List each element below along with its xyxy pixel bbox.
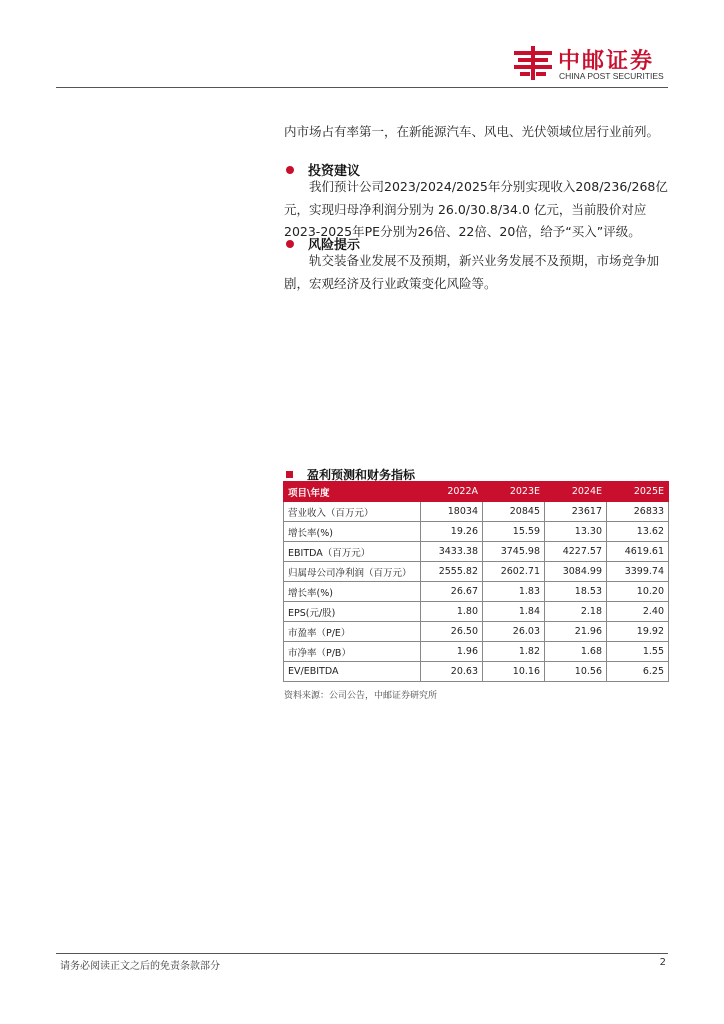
page-number: 2 [659,957,666,968]
table-cell: 1.68 [545,642,607,662]
table-row [284,622,669,642]
table-cell: 26.03 [483,622,545,642]
logo-chinese-name: 中邮证券 [558,49,655,74]
table-cell: 2.18 [545,602,607,622]
table-cell: 3084.99 [545,562,607,582]
paragraph-investment-advice: 我们预计公司2023/2024/2025年分别实现收入208/236/268亿元，实现归母净利润分别为 26.0/30.8/34.0 亿元，当前股价对应2023-2025年PE分别为26倍、22倍、20倍，给予“买入”评级。 [284,179,668,239]
row-label: EBITDA（百万元） [284,542,421,562]
table-row [284,602,669,622]
table-cell: 19.26 [421,522,483,542]
table-row [284,562,669,582]
row-label: EPS(元/股) [284,602,421,622]
table-cell: 4619.61 [607,542,669,562]
row-label: 增长率(%) [284,582,421,602]
header-cell: 2025E [607,482,669,502]
table-cell: 26.67 [421,582,483,602]
row-label: EV/EBITDA [284,662,421,682]
table-cell: 2555.82 [421,562,483,582]
table-row [284,502,669,522]
section-title: 投资建议 [308,164,361,179]
table-cell: 10.56 [545,662,607,682]
table-header-row [284,482,669,502]
row-label: 归属母公司净利润（百万元） [284,562,421,582]
table-row [284,542,669,562]
table-cell: 18034 [421,502,483,522]
table-title-text: 盈利预测和财务指标 [307,468,416,482]
footer-divider [56,953,668,954]
table-cell: 1.96 [421,642,483,662]
table-cell: 18.53 [545,582,607,602]
table-cell: 13.62 [607,522,669,542]
header-cell: 2022A [421,482,483,502]
table-cell: 3433.38 [421,542,483,562]
table-cell: 1.80 [421,602,483,622]
header-divider [56,87,668,88]
table-cell: 1.84 [483,602,545,622]
row-label: 市盈率（P/E） [284,622,421,642]
table-cell: 10.16 [483,662,545,682]
logo-english-name: CHINA POST SECURITIES [559,71,664,81]
table-cell: 15.59 [483,522,545,542]
bullet-icon [286,166,294,174]
bullet-icon [286,240,294,248]
table-cell: 1.82 [483,642,545,662]
table-cell: 26833 [607,502,669,522]
table-cell: 2602.71 [483,562,545,582]
section-title: 风险提示 [308,238,361,253]
table-row [284,662,669,682]
table-cell: 10.20 [607,582,669,602]
table-cell: 3399.74 [607,562,669,582]
table-cell: 2.40 [607,602,669,622]
square-bullet-icon [286,471,293,478]
table-cell: 1.83 [483,582,545,602]
table-cell: 20.63 [421,662,483,682]
company-logo [512,44,672,84]
table-cell: 26.50 [421,622,483,642]
row-label: 营业收入（百万元） [284,502,421,522]
table-cell: 19.92 [607,622,669,642]
header-cell: 2024E [545,482,607,502]
table-row [284,522,669,542]
table-cell: 23617 [545,502,607,522]
table-cell: 1.55 [607,642,669,662]
row-label: 市净率（P/B） [284,642,421,662]
table-row [284,582,669,602]
table-cell: 13.30 [545,522,607,542]
paragraph-market-share: 内市场占有率第一，在新能源汽车、风电、光伏领域位居行业前列。 [284,124,660,139]
footer-disclaimer: 请务必阅读正文之后的免责条款部分 [60,961,220,972]
table-cell: 6.25 [607,662,669,682]
table-cell: 4227.57 [545,542,607,562]
data-source-note: 资料来源：公司公告，中邮证券研究所 [284,691,438,701]
table-cell: 21.96 [545,622,607,642]
table-cell: 20845 [483,502,545,522]
paragraph-risk-warning: 轨交装备业发展不及预期，新兴业务发展不及预期，市场竞争加剧，宏观经济及行业政策变化风险等。 [284,253,660,291]
table-cell: 3745.98 [483,542,545,562]
table-row [284,642,669,662]
header-cell: 项目\年度 [284,482,421,502]
financial-forecast-table [283,481,669,682]
header-cell: 2023E [483,482,545,502]
china-post-logo-icon [512,46,554,80]
row-label: 增长率(%) [284,522,421,542]
